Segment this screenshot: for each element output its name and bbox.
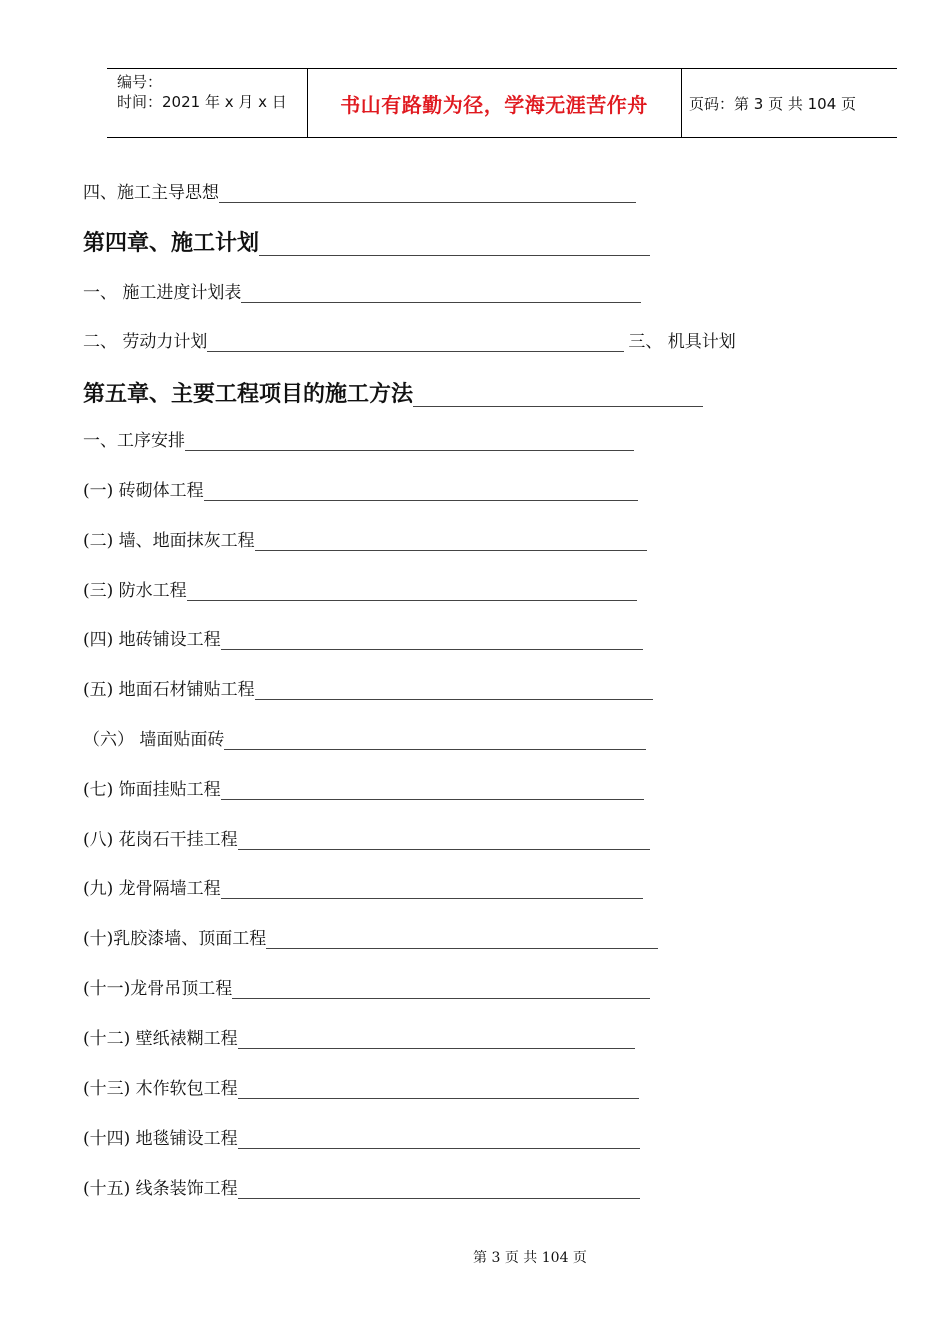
toc-entry[interactable] [83, 1128, 640, 1150]
toc-leader [221, 649, 643, 650]
toc-entry-label: (一) 砖砌体工程 [83, 481, 204, 501]
toc-entry-label: 一、 施工进度计划表 [83, 283, 242, 303]
toc-entry-label: (九) 龙骨隔墙工程 [83, 879, 221, 899]
toc-entry-label: (二) 墙、地面抹灰工程 [83, 531, 255, 551]
time-label: 时间：2021 年 x 月 x 日 [117, 93, 287, 111]
number-label: 编号： [117, 73, 163, 91]
toc-leader [221, 799, 644, 800]
toc-leader [219, 202, 636, 203]
toc-leader [241, 302, 641, 303]
toc-entry[interactable] [83, 1028, 635, 1050]
toc-chapter-label: 第四章、施工计划 [83, 230, 260, 256]
toc-entry-label: 四、施工主导思想 [83, 183, 219, 203]
toc-leader [185, 450, 634, 451]
toc-chapter[interactable] [83, 380, 703, 408]
toc-entry[interactable] [83, 729, 646, 751]
toc-entry[interactable] [83, 530, 647, 552]
toc-leader [232, 998, 650, 999]
toc-leader [221, 898, 643, 899]
toc-entry-label: (十二) 壁纸裱糊工程 [83, 1029, 238, 1049]
toc-leader [224, 749, 646, 750]
toc-leader [238, 1148, 640, 1149]
toc-entry-label: (十)乳胶漆墙、顶面工程 [83, 929, 267, 949]
toc-leader [238, 849, 650, 850]
toc-leader [259, 255, 650, 256]
toc-entry[interactable] [83, 282, 641, 304]
toc-chapter-label: 第五章、主要工程项目的施工方法 [83, 381, 414, 407]
toc-leader [255, 550, 647, 551]
toc-entry[interactable] [83, 928, 658, 950]
toc-leader [238, 1098, 639, 1099]
toc-entry-label: 三、 机具计划 [628, 332, 736, 352]
toc-entry[interactable] [83, 1078, 639, 1100]
toc-leader [204, 500, 638, 501]
toc-entry[interactable] [83, 331, 736, 353]
toc-leader [187, 600, 637, 601]
toc-entry-label: (八) 花岗石干挂工程 [83, 830, 238, 850]
toc-entry-label: (三) 防水工程 [83, 581, 187, 601]
toc-entry[interactable] [83, 430, 634, 452]
toc-entry[interactable] [83, 182, 636, 204]
toc-entry-label: (十三) 木作软包工程 [83, 1079, 238, 1099]
toc-entry-label: (十一)龙骨吊顶工程 [83, 979, 233, 999]
toc-entry[interactable] [83, 779, 644, 801]
toc-entry-label: (五) 地面石材铺贴工程 [83, 680, 255, 700]
toc-entry[interactable] [83, 978, 650, 1000]
toc-entry-label: 二、 劳动力计划 [83, 332, 208, 352]
toc-entry[interactable] [83, 629, 643, 651]
toc-entry-label: (十五) 线条装饰工程 [83, 1179, 238, 1199]
toc-chapter[interactable] [83, 229, 650, 257]
toc-entry[interactable] [83, 878, 643, 900]
toc-entry-label: 一、工序安排 [83, 431, 185, 451]
header-page-info: 页码：第 3 页 共 104 页 [689, 94, 857, 113]
toc-leader [238, 1198, 640, 1199]
toc-leader [266, 948, 658, 949]
toc-entry-label: (四) 地砖铺设工程 [83, 630, 221, 650]
toc-entry-label: (七) 饰面挂贴工程 [83, 780, 221, 800]
toc-leader [238, 1048, 635, 1049]
toc-entry[interactable] [83, 679, 653, 701]
toc-leader [413, 406, 703, 407]
page-header [107, 68, 897, 138]
header-meta [107, 69, 308, 137]
toc-entry[interactable] [83, 480, 638, 502]
header-motto: 书山有路勤为径，学海无涯苦作舟 [307, 69, 682, 137]
toc-entry-label: (十四) 地毯铺设工程 [83, 1129, 238, 1149]
toc-entry[interactable] [83, 1178, 640, 1200]
page-footer: 第 3 页 共 104 页 [473, 1250, 587, 1266]
toc-entry-label: （六） 墙面贴面砖 [83, 730, 225, 750]
toc-leader [207, 351, 624, 352]
toc-leader [255, 699, 653, 700]
toc-entry[interactable] [83, 580, 637, 602]
toc-entry[interactable] [83, 829, 650, 851]
